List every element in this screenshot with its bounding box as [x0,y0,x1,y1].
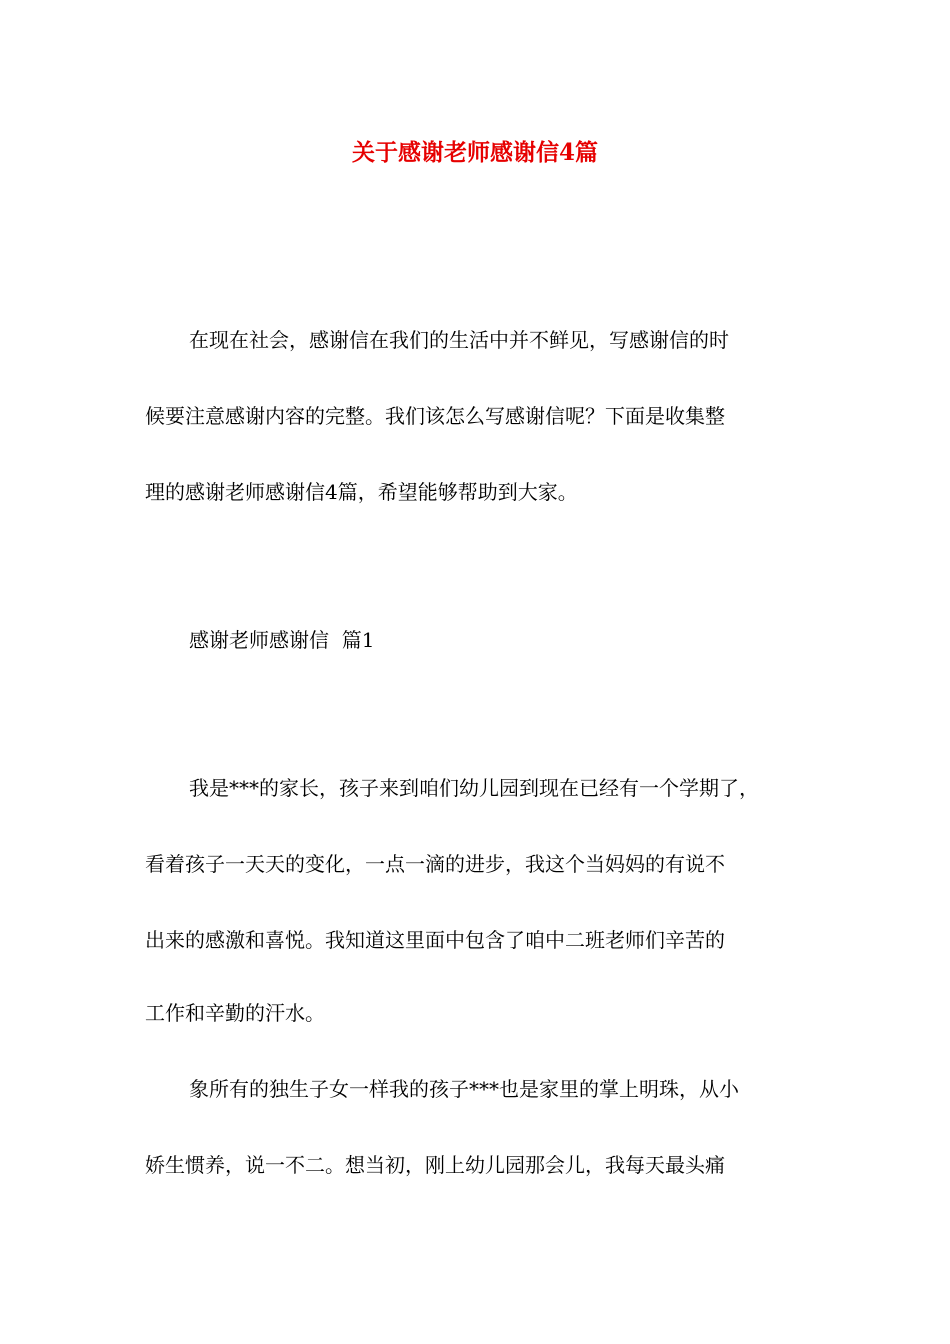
section-heading: 感谢老师感谢信 篇1 [189,628,375,652]
intro-line: 在现在社会，感谢信在我们的生活中并不鲜见，写感谢信的时 [189,328,729,352]
paragraph-line: 象所有的独生子女一样我的孩子***也是家里的掌上明珠，从小 [189,1077,739,1101]
intro-line: 候要注意感谢内容的完整。我们该怎么写感谢信呢？下面是收集整 [145,404,725,428]
paragraph-line: 我是***的家长，孩子来到咱们幼儿园到现在已经有一个学期了， [189,776,759,800]
intro-line: 理的感谢老师感谢信4篇，希望能够帮助到大家。 [145,480,578,504]
paragraph-line: 看着孩子一天天的变化，一点一滴的进步，我这个当妈妈的有说不 [145,852,725,876]
paragraph-line: 娇生惯养，说一不二。想当初，刚上幼儿园那会儿，我每天最头痛 [145,1153,725,1177]
paragraph-line: 出来的感激和喜悦。我知道这里面中包含了咱中二班老师们辛苦的 [145,928,725,952]
paragraph-line: 工作和辛勤的汗水。 [145,1001,325,1025]
document-title: 关于感谢老师感谢信4篇 [351,139,598,166]
